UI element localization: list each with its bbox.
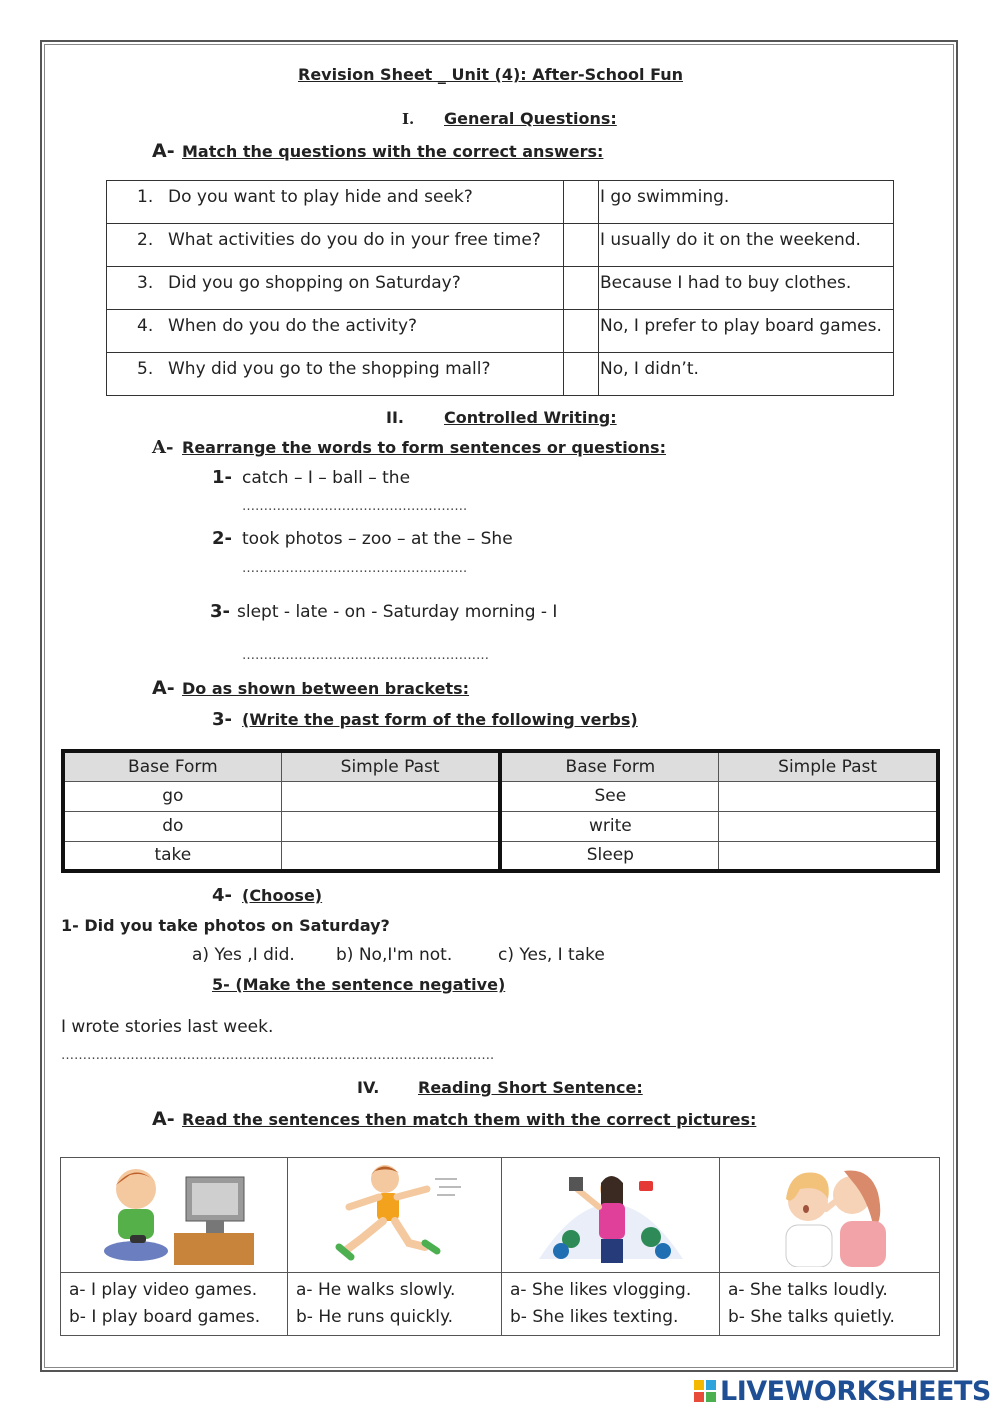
question-text: When do you do the activity? bbox=[168, 316, 418, 336]
picture-options bbox=[502, 1273, 720, 1336]
column-header: Base Form bbox=[500, 751, 718, 781]
part-instruction: Rearrange the words to form sentences or questions: bbox=[182, 438, 666, 457]
choose-question: 1- Did you take photos on Saturday? bbox=[61, 916, 390, 935]
verbs-row bbox=[63, 781, 938, 811]
matching-answer: Because I had to buy clothes. bbox=[599, 267, 894, 310]
question-number: 1. bbox=[137, 187, 154, 207]
picture-options-row bbox=[61, 1273, 940, 1336]
verbs-table bbox=[61, 749, 940, 873]
picture-cell bbox=[61, 1158, 288, 1273]
option-a[interactable]: a- She likes vlogging. bbox=[510, 1280, 692, 1300]
matching-row bbox=[107, 181, 894, 224]
simple-past-input[interactable] bbox=[719, 781, 938, 811]
base-form-cell: write bbox=[500, 811, 718, 841]
base-form-cell: take bbox=[63, 841, 281, 871]
option-b[interactable]: b- I play board games. bbox=[69, 1307, 261, 1327]
scrambled-words: catch – I – ball – the bbox=[242, 468, 411, 488]
section-numeral: IV. bbox=[357, 1078, 380, 1097]
part-letter: A- bbox=[152, 437, 174, 458]
question-text: Why did you go to the shopping mall? bbox=[168, 359, 491, 379]
simple-past-input[interactable] bbox=[281, 811, 500, 841]
verbs-row bbox=[63, 841, 938, 871]
option-a[interactable]: a- I play video games. bbox=[69, 1280, 258, 1300]
option-b[interactable]: b- She talks quietly. bbox=[728, 1307, 895, 1327]
question-instruction: 5- (Make the sentence negative) bbox=[212, 975, 506, 994]
matching-question bbox=[107, 310, 564, 353]
question-text: Did you go shopping on Saturday? bbox=[168, 273, 461, 293]
boy-running-picture bbox=[325, 1159, 465, 1267]
answer-box[interactable] bbox=[564, 353, 599, 396]
boy-playing-video-games-picture bbox=[94, 1159, 254, 1267]
matching-row bbox=[107, 353, 894, 396]
answer-box[interactable] bbox=[564, 310, 599, 353]
simple-past-input[interactable] bbox=[719, 841, 938, 871]
picture-cell bbox=[720, 1158, 940, 1273]
answer-box[interactable] bbox=[564, 267, 599, 310]
part-letter: A- bbox=[152, 1108, 175, 1130]
part-instruction: Read the sentences then match them with the correct pictures: bbox=[182, 1110, 757, 1129]
option-a[interactable]: a- She talks loudly. bbox=[728, 1280, 888, 1300]
item-number: 3- bbox=[210, 601, 230, 622]
column-header: Simple Past bbox=[281, 751, 500, 781]
matching-table bbox=[106, 180, 894, 396]
matching-answer: I go swimming. bbox=[599, 181, 894, 224]
question-number: 5. bbox=[137, 359, 154, 379]
matching-question bbox=[107, 353, 564, 396]
question-instruction: (Write the past form of the following verbs) bbox=[242, 710, 638, 729]
simple-past-input[interactable] bbox=[719, 811, 938, 841]
scrambled-words: took photos – zoo – at the – She bbox=[242, 529, 513, 549]
question-number: 4- bbox=[212, 885, 232, 906]
pictures-table bbox=[60, 1157, 940, 1336]
item-number: 2- bbox=[212, 528, 232, 549]
liveworksheets-logo: LIVEWORKSHEETS bbox=[720, 1376, 991, 1407]
simple-past-input[interactable] bbox=[281, 781, 500, 811]
column-header: Base Form bbox=[63, 751, 281, 781]
page-title: Revision Sheet _ Unit (4): After-School Fun bbox=[298, 65, 683, 84]
option-a[interactable]: a- He walks slowly. bbox=[296, 1280, 456, 1300]
option-b[interactable]: b- He runs quickly. bbox=[296, 1307, 454, 1327]
part-instruction: Do as shown between brackets: bbox=[182, 679, 470, 698]
section-heading: General Questions: bbox=[444, 109, 617, 128]
base-form-cell: See bbox=[500, 781, 718, 811]
base-form-cell: Sleep bbox=[500, 841, 718, 871]
picture-cell bbox=[502, 1158, 720, 1273]
base-form-cell: go bbox=[63, 781, 281, 811]
question-text: What activities do you do in your free time? bbox=[168, 230, 541, 250]
answer-line[interactable]: ………………………………………………………………………………………. bbox=[61, 1048, 495, 1063]
picture-options bbox=[61, 1273, 288, 1336]
negative-sentence: I wrote stories last week. bbox=[61, 1017, 274, 1037]
picture-options bbox=[720, 1273, 940, 1336]
picture-cell bbox=[288, 1158, 502, 1273]
question-number: 3- bbox=[212, 709, 232, 730]
matching-question bbox=[107, 224, 564, 267]
section-heading: Controlled Writing: bbox=[444, 408, 617, 427]
picture-options bbox=[288, 1273, 502, 1336]
answer-box[interactable] bbox=[564, 224, 599, 267]
liveworksheets-logo-icon bbox=[694, 1380, 716, 1402]
verbs-row bbox=[63, 811, 938, 841]
matching-row bbox=[107, 267, 894, 310]
simple-past-input[interactable] bbox=[281, 841, 500, 871]
matching-answer: No, I prefer to play board games. bbox=[599, 310, 894, 353]
women-whispering-picture bbox=[760, 1159, 900, 1267]
section-numeral: II. bbox=[386, 408, 404, 427]
section-heading: Reading Short Sentence: bbox=[418, 1078, 643, 1097]
question-number: 2. bbox=[137, 230, 154, 250]
base-form-cell: do bbox=[63, 811, 281, 841]
woman-vlogging-picture bbox=[531, 1159, 691, 1267]
question-number: 3. bbox=[137, 273, 154, 293]
part-letter: A- bbox=[152, 677, 175, 699]
choice-option-a[interactable]: a) Yes ,I did. bbox=[192, 945, 295, 965]
column-header: Simple Past bbox=[719, 751, 938, 781]
matching-answer: No, I didn’t. bbox=[599, 353, 894, 396]
matching-answer: I usually do it on the weekend. bbox=[599, 224, 894, 267]
part-instruction: Match the questions with the correct answers: bbox=[182, 142, 604, 161]
question-text: Do you want to play hide and seek? bbox=[168, 187, 473, 207]
scrambled-words: slept - late - on - Saturday morning - I bbox=[237, 602, 558, 622]
answer-line[interactable]: ……………………………………………. bbox=[242, 561, 468, 576]
matching-row bbox=[107, 224, 894, 267]
verbs-header-row bbox=[63, 751, 938, 781]
answer-box[interactable] bbox=[564, 181, 599, 224]
question-number: 4. bbox=[137, 316, 154, 336]
choice-option-b[interactable]: b) No,I'm not. bbox=[336, 945, 453, 965]
matching-question bbox=[107, 181, 564, 224]
matching-question bbox=[107, 267, 564, 310]
answer-line[interactable]: ………………………………………………… bbox=[242, 648, 489, 663]
choice-option-c[interactable]: c) Yes, I take bbox=[498, 945, 605, 965]
part-letter: A- bbox=[152, 140, 175, 162]
section-numeral: I. bbox=[402, 110, 415, 128]
answer-line[interactable]: ……………………………………………. bbox=[242, 499, 468, 514]
item-number: 1- bbox=[212, 467, 232, 488]
option-b[interactable]: b- She likes texting. bbox=[510, 1307, 679, 1327]
question-instruction: (Choose) bbox=[242, 886, 323, 905]
matching-row bbox=[107, 310, 894, 353]
